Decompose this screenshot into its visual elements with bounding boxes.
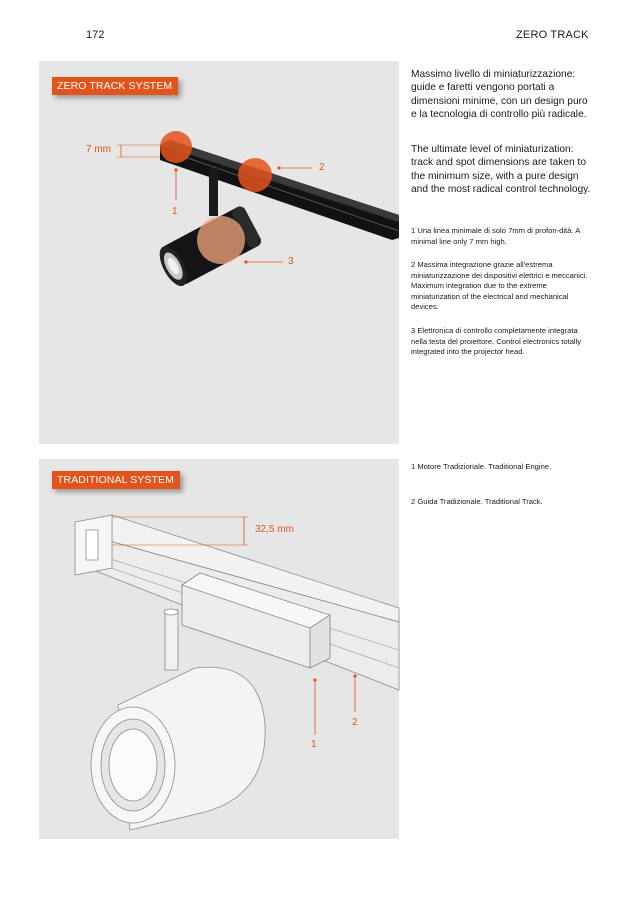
note-1: 1 Una linea minimale di solo 7mm di profon-dità. A minimal line only 7 mm high.	[411, 226, 580, 246]
zero-track-system-tag: ZERO TRACK SYSTEM	[52, 77, 178, 95]
page-number: 172	[86, 29, 105, 41]
intro-english: The ultimate level of miniaturization: track and spot dimensions are taken to the minimum size, with a pure design and the most radical control technology.	[411, 144, 591, 195]
traditional-callout-2-label: 2	[352, 717, 358, 728]
callout-2-label: 2	[319, 162, 325, 173]
traditional-drawing	[75, 515, 399, 830]
traditional-callout-1-label: 1	[311, 739, 317, 750]
note-2: 2 Massima integrazione grazie all'estrema miniaturizzazione dei dispositivi elettrici e meccanici. Maximum integration due to the extreme miniaturization of the electrical and mechanical devices.	[411, 260, 588, 311]
legend-2: 2 Guida Tradizionale. Traditional Track.	[411, 497, 543, 506]
traditional-callouts	[313, 674, 356, 735]
callout-1-label: 1	[172, 206, 178, 217]
dimension-label-7mm: 7 mm	[86, 144, 111, 155]
dimension-label-32mm: 32,5 mm	[255, 524, 294, 535]
zero-track-drawing	[117, 131, 399, 290]
legend-1: 1 Motore Tradizionale. Traditional Engine.	[411, 462, 552, 471]
intro-italian: Massimo livello di miniaturizzazione: guide e faretti vengono portati a dimensioni minime, con un design puro e la tecnologia di controllo più radicale.	[411, 69, 588, 120]
note-3: 3 Elettronica di controllo completamente integrata nella testa del proiettore. Control electronics totally integrated into the projector head.	[411, 326, 582, 356]
traditional-system-tag: TRADITIONAL SYSTEM	[52, 471, 180, 489]
section-title: ZERO TRACK	[516, 29, 589, 41]
callout-3-label: 3	[288, 256, 294, 267]
